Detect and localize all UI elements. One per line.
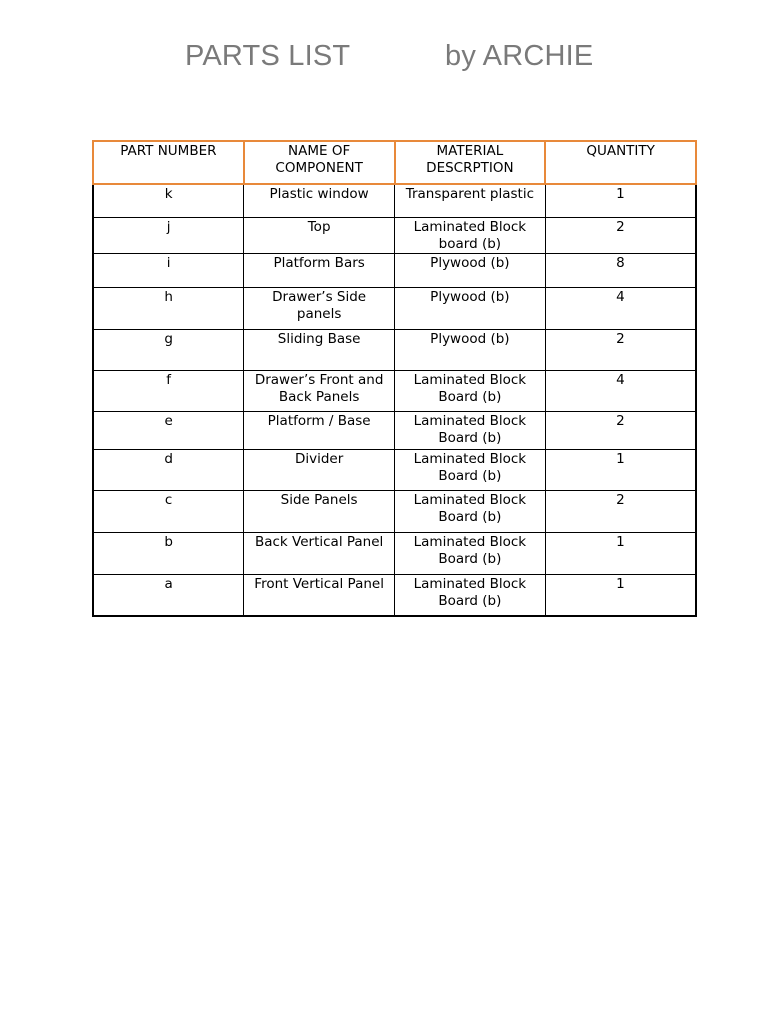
cell-part-number: j: [93, 217, 244, 253]
table-row: [93, 217, 696, 253]
table-row: [93, 490, 696, 532]
table-row: [93, 370, 696, 411]
cell-part-number: f: [93, 370, 244, 411]
cell-component-name: Front Vertical Panel: [244, 574, 395, 616]
cell-component-name: Sliding Base: [244, 329, 395, 370]
table-header: [93, 141, 696, 184]
table-row: [93, 253, 696, 287]
cell-part-number: e: [93, 411, 244, 449]
cell-component-name: Back Vertical Panel: [244, 532, 395, 574]
cell-material: Laminated Block Board (b): [395, 449, 546, 490]
cell-component-name: Platform / Base: [244, 411, 395, 449]
table-row: [93, 449, 696, 490]
cell-part-number: d: [93, 449, 244, 490]
column-header-material-description: MATERIAL DESCRPTION: [395, 141, 546, 184]
cell-quantity: 4: [545, 287, 696, 329]
table-body: [93, 184, 696, 616]
cell-material: Laminated Block Board (b): [395, 490, 546, 532]
table-row: [93, 184, 696, 217]
cell-part-number: c: [93, 490, 244, 532]
table-row: [93, 532, 696, 574]
cell-part-number: b: [93, 532, 244, 574]
cell-component-name: Plastic window: [244, 184, 395, 217]
cell-material: Laminated Block Board (b): [395, 370, 546, 411]
cell-material: Plywood (b): [395, 329, 546, 370]
cell-part-number: k: [93, 184, 244, 217]
cell-part-number: i: [93, 253, 244, 287]
cell-quantity: 1: [545, 449, 696, 490]
cell-quantity: 2: [545, 411, 696, 449]
parts-table: [92, 140, 697, 617]
cell-component-name: Divider: [244, 449, 395, 490]
author-label: by ARCHIE: [445, 40, 594, 72]
cell-material: Plywood (b): [395, 287, 546, 329]
cell-quantity: 2: [545, 490, 696, 532]
table-row: [93, 329, 696, 370]
page-title: PARTS LIST: [185, 40, 351, 72]
table-row: [93, 574, 696, 616]
table-row: [93, 411, 696, 449]
cell-quantity: 1: [545, 574, 696, 616]
column-header-part-number: PART NUMBER: [93, 141, 244, 184]
cell-quantity: 8: [545, 253, 696, 287]
header-row: [93, 141, 696, 184]
column-header-name-of-component: NAME OF COMPONENT: [244, 141, 395, 184]
cell-material: Plywood (b): [395, 253, 546, 287]
cell-material: Laminated Block Board (b): [395, 532, 546, 574]
cell-component-name: Platform Bars: [244, 253, 395, 287]
cell-material: Laminated Block board (b): [395, 217, 546, 253]
cell-quantity: 4: [545, 370, 696, 411]
cell-quantity: 1: [545, 532, 696, 574]
cell-material: Laminated Block Board (b): [395, 411, 546, 449]
table-row: [93, 287, 696, 329]
cell-material: Laminated Block Board (b): [395, 574, 546, 616]
cell-component-name: Top: [244, 217, 395, 253]
cell-part-number: a: [93, 574, 244, 616]
cell-component-name: Side Panels: [244, 490, 395, 532]
cell-quantity: 2: [545, 217, 696, 253]
cell-component-name: Drawer’s Front and Back Panels: [244, 370, 395, 411]
cell-material: Transparent plastic: [395, 184, 546, 217]
cell-component-name: Drawer’s Side panels: [244, 287, 395, 329]
cell-part-number: g: [93, 329, 244, 370]
column-header-quantity: QUANTITY: [545, 141, 696, 184]
cell-quantity: 1: [545, 184, 696, 217]
cell-quantity: 2: [545, 329, 696, 370]
cell-part-number: h: [93, 287, 244, 329]
